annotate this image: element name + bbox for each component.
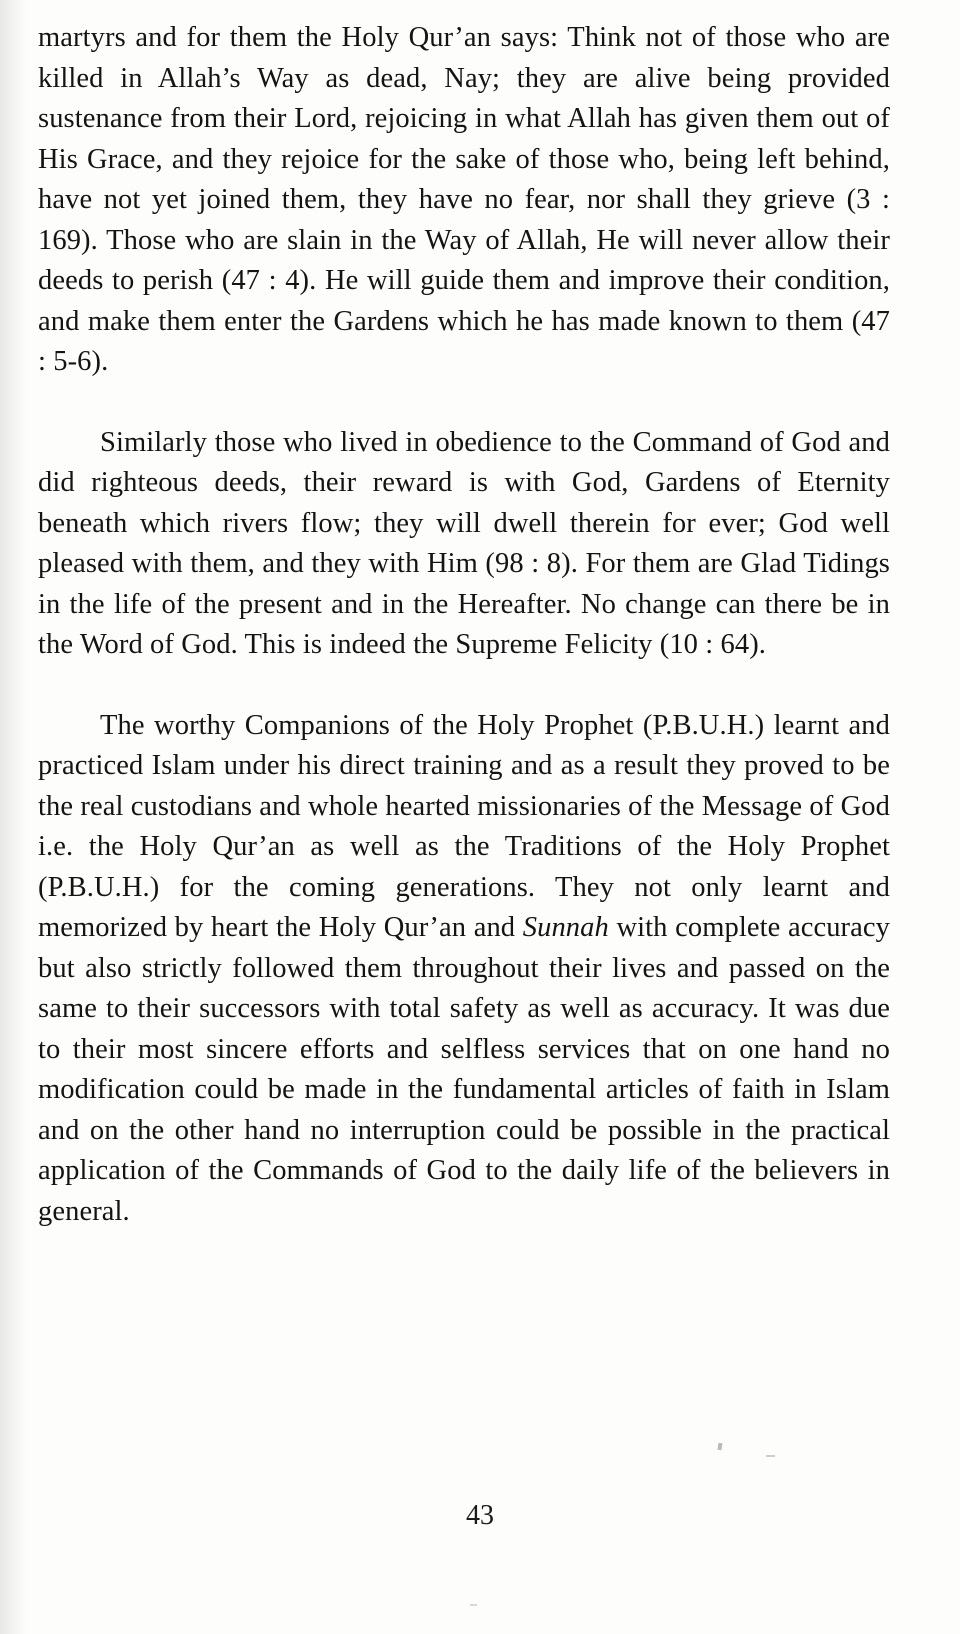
scan-artifact-speck — [766, 1455, 775, 1457]
paragraph-3-part-1: The worthy Companions of the Holy Prophet (P.B.U.H.) learnt and practiced Islam under his direct training and as a result they proved to be the real custodians and whole hearted missionaries of the Message of God i.e. the Holy Qur’an as well as the Traditions of the Holy Prophet (P.B.U.H.) for the coming generations. They not only learnt and memorized by heart the Holy Qur’an and — [38, 709, 890, 943]
paragraph-1: martyrs and for them the Holy Qur’an says: Think not of those who are killed in Allah’s Way as dead, Nay; they are alive being provided sustenance from their Lord, rejoicing in what Allah has given them out of His Grace, and they rejoice for the sake of those who, being left behind, have not yet joined them, they have no fear, nor shall they grieve (3 : 169). Those who are slain in the Way of Allah, He will never allow their deeds to perish (47 : 4). He will guide them and improve their condition, and make them enter the Gardens which he has made known to them (47 : 5-6). — [38, 22, 890, 377]
paragraph-3-italic-term: Sunnah — [522, 912, 609, 943]
page-number: 43 — [466, 1500, 494, 1531]
scan-gutter-shadow — [0, 0, 26, 1634]
paragraph-3-part-2: with complete accuracy but also strictly followed them throughout their lives and passed on the same to their successors with total safety as well as accuracy. It was due to their most sincere efforts and selfless services that on one hand no modification could be made in the fundamental articles of faith in Islam and on the other hand no interruption could be possible in the practical application of the Commands of God to the daily life of the believers in general. — [38, 912, 890, 1227]
paragraph-2: Similarly those who lived in obedience to the Command of God and did righteous deeds, their reward is with God, Gardens of Eternity beneath which rivers flow; they will dwell therein for ever; God well pleased with them, and they with Him (98 : 8). For them are Glad Tidings in the life of the present and in the Hereafter. No change can there be in the Word of God. This is indeed the Supreme Felicity (10 : 64). — [38, 426, 890, 660]
paragraph-3 — [38, 706, 890, 1233]
scan-artifact-speck — [470, 1604, 477, 1606]
page-text-body — [38, 18, 890, 1232]
scan-artifact-speck — [717, 1443, 722, 1451]
